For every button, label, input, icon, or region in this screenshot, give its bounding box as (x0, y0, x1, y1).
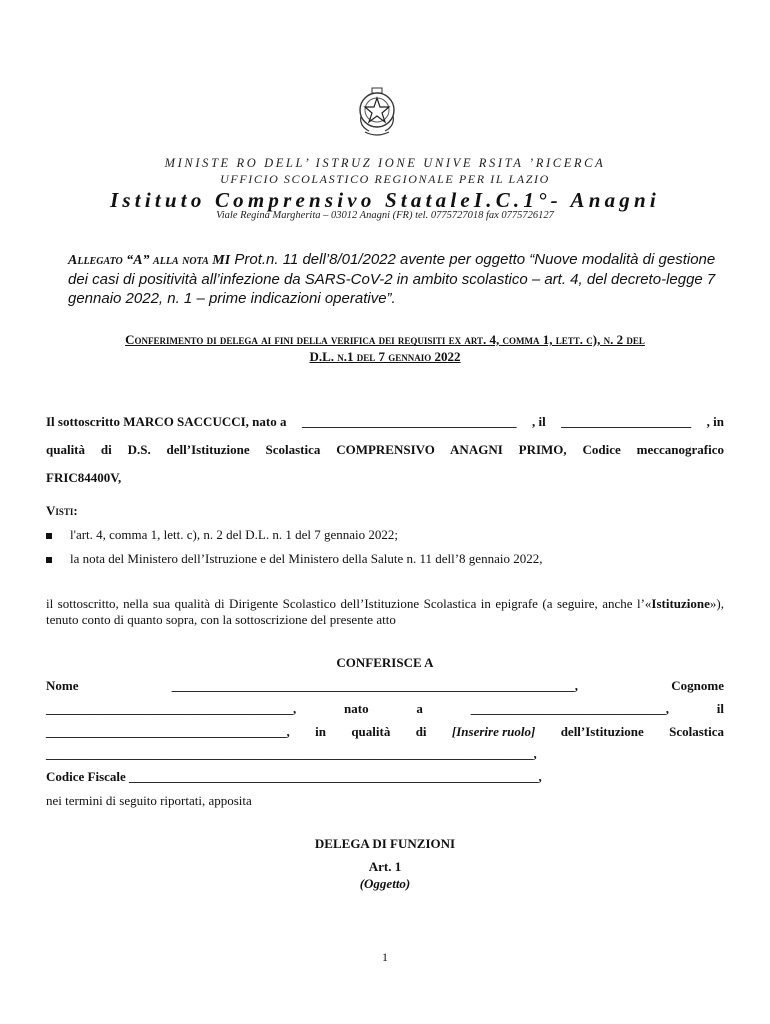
cognome-field[interactable]: ______________________________________, (46, 701, 297, 716)
birthdate-blank: ____________________ (561, 414, 692, 429)
subject-line-2: D.L. n.1 del 7 gennaio 2022 (309, 349, 461, 364)
intro-line1-c: , in (706, 414, 724, 429)
codice-fiscale-field[interactable]: _______________________________________________________________, (129, 769, 542, 784)
form-row-birth: ______________________________________, nato a ______________________________, il (46, 701, 724, 716)
nome-field[interactable]: ______________________________________________________________, (171, 678, 579, 693)
article-subject: (Oggetto) (359, 876, 411, 891)
regional-office-line: UFFICIO SCOLASTICO REGIONALE PER IL LAZIO (220, 172, 550, 186)
allegato-paragraph (68, 250, 718, 308)
role-placeholder[interactable]: [Inserire ruolo] (451, 724, 536, 739)
cognome-label: Cognome (671, 678, 724, 693)
birthdate-field[interactable]: _____________________________________, (46, 724, 290, 739)
codice-fiscale-label: Codice Fiscale (46, 769, 126, 784)
delegation-paragraph: il sottoscritto, nella sua qualità di Dirigente Scolastico dell’Istituzione Scolastica in epigrafe (a seguire, anche l’«Istituzione»), tenuto conto di quanto sopra, con la sottoscrizione del presente atto (46, 596, 724, 627)
subject-title (46, 331, 724, 365)
conferisce-heading: CONFERISCE A (336, 655, 434, 670)
intro-line-3: FRIC84400V, (46, 470, 122, 485)
ministry-line: MINISTE RO DELL’ ISTRUZ IONE UNIVE RSITA ’RICERCA (164, 156, 606, 170)
bullet-icon (46, 557, 52, 563)
birthplace-field[interactable]: ______________________________, (470, 701, 669, 716)
intro-line1-b: , il (531, 414, 546, 429)
intro-line-1 (46, 408, 724, 436)
form-row-name (46, 678, 724, 694)
allegato-text: Prot.n. 11 dell’8/01/2022 avente per oggetto “Nuove modalità di gestione dei casi di positività all’infezione da SARS-CoV-2 in ambito scolastico – art. 4, del decreto-legge 7 gennaio 2022, n. 1 – prime indicazioni operative”. (68, 251, 716, 307)
istituzione-bold: Istituzione (651, 596, 710, 611)
bullet-icon (46, 533, 52, 539)
institution-field[interactable]: ___________________________________________________________________________, (46, 746, 537, 761)
intro-paragraph (46, 408, 724, 492)
school-name: Istituto Comprensivo StataleI.C.1°- Anagni (110, 188, 660, 212)
school-address: Viale Regina Margherita – 03012 Anagni (FR) tel. 0775727018 fax 0775726127 (216, 210, 554, 221)
birthplace-blank: _________________________________ (301, 414, 517, 429)
form-row-role: _____________________________________, in qualità di [Inserire ruolo] dell’Istituzione Scolastica (46, 724, 724, 739)
article-number: Art. 1 (368, 859, 402, 874)
terms-line: nei termini di seguito riportati, apposita (46, 793, 252, 808)
visti-label: Visti: (46, 503, 78, 518)
visti-item-1: l'art. 4, comma 1, lett. c), n. 2 del D.L. n. 1 del 7 gennaio 2022; (46, 527, 398, 543)
page-number: 1 (382, 950, 388, 964)
delega-heading: DELEGA DI FUNZIONI (314, 836, 456, 851)
allegato-lead: Allegato “A” alla nota MI (68, 253, 231, 268)
intro-line1-a: Il sottoscritto MARCO SACCUCCI, nato a (46, 414, 287, 429)
visti-item-2: la nota del Ministero dell’Istruzione e del Ministero della Salute n. 11 dell’8 gennaio 2022, (46, 551, 542, 567)
nome-label: Nome (46, 678, 79, 693)
emblem-logo (357, 86, 397, 138)
intro-line-2: qualità di D.S. dell’Istituzione Scolastica COMPRENSIVO ANAGNI PRIMO, Codice meccanografico (46, 442, 724, 457)
delegate-form (46, 678, 724, 788)
codice-fiscale-row (46, 769, 542, 785)
subject-line-1: Conferimento di delega ai fini della verifica dei requisiti ex art. 4, comma 1, lett. c), n. 2 del (125, 332, 645, 347)
